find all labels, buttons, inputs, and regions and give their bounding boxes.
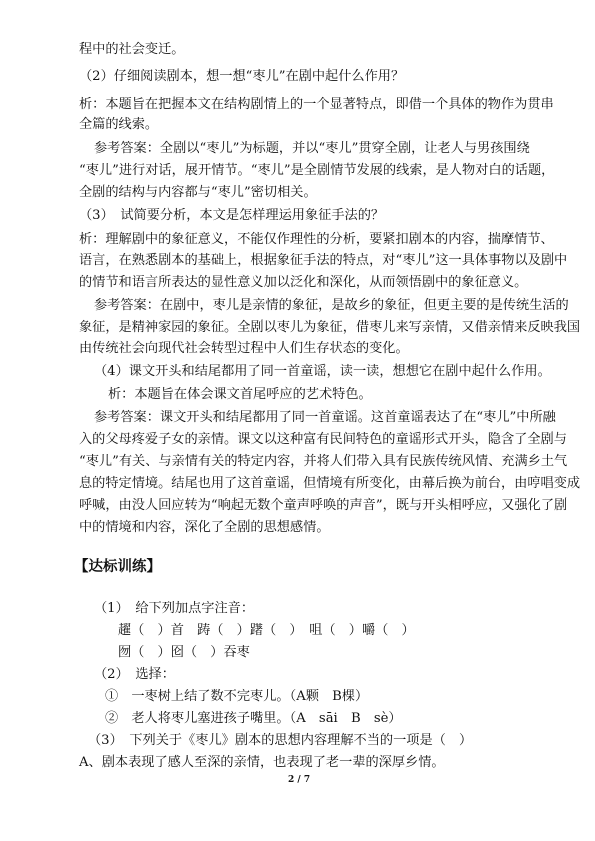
page-number: 2 / 7 bbox=[288, 775, 311, 785]
text-line: 中的情境和内容，深化了全剧的思想感情。 bbox=[79, 520, 330, 535]
question-line: （1） 给下列加点字注音： bbox=[94, 601, 255, 616]
text-line: 析：本题旨在把握本文在结构剧情上的一个显著特点，即借一个具体的物作为贯串 bbox=[79, 97, 554, 112]
text-line: 的情节和语言所表达的显性意义加以泛化和深化，从而领悟剧中的象征意义。 bbox=[79, 275, 528, 290]
text-line: 入的父母疼爱子女的亲情。课文以这种富有民间特色的童谣形式开头，隐含了全剧与 bbox=[79, 432, 567, 447]
text-line: 象征，是精神家园的象征。全剧以枣儿为象征，借枣儿来写亲情，又借亲情来反映我国 bbox=[79, 320, 581, 335]
text-line: 析：本题旨在体会课文首尾呼应的艺术特色。 bbox=[108, 387, 372, 402]
text-line: （3） 试简要分析，本文是怎样理运用象征手法的？ bbox=[79, 208, 385, 223]
text-line: （2）仔细阅读剧本，想一想“枣儿”在剧中起什么作用？ bbox=[79, 69, 405, 84]
question-line: （3） 下列关于《枣儿》剧本的思想内容理解不当的一项是（ ） bbox=[88, 733, 473, 748]
text-line: 全剧的结构与内容都与“枣儿”密切相关。 bbox=[79, 185, 317, 200]
text-line: 析：理解剧中的象征意义，不能仅作理性的分析，要紧扣剧本的内容，揣摩情节、 bbox=[79, 232, 554, 247]
text-line: 呼喊，由没人回应转为“响起无数个童声呼唤的声音”，既与开头相呼应，又强化了剧 bbox=[79, 498, 568, 513]
text-line: 语言，在熟悉剧本的基础上，根据象征手法的特点，对“枣儿”这一具体事物以及剧中 bbox=[79, 253, 568, 268]
question-line: （2） 选择： bbox=[94, 667, 175, 682]
question-line: 囫（ ）囵（ ）吞枣 bbox=[118, 645, 250, 660]
question-line: ② 老人将枣儿塞进孩子嘴里。（A sāi B sè） bbox=[105, 711, 402, 726]
text-line: 息的特定情境。结尾也用了这首童谣，但情境有所变化，由幕后换为前台，由哼唱变成 bbox=[79, 476, 581, 491]
text-line: 参考答案：全剧以“枣儿”为标题，并以“枣儿”贯穿全剧，让老人与男孩围绕 bbox=[94, 141, 530, 156]
text-line: （4）课文开头和结尾都用了同一首童谣，读一读，想想它在剧中起什么作用。 bbox=[94, 364, 551, 379]
question-line: ① 一枣树上结了数不完枣儿。（A颗 B棵） bbox=[105, 689, 369, 704]
question-line: A、剧本表现了感人至深的亲情，也表现了老一辈的深厚乡情。 bbox=[79, 755, 445, 770]
text-line: “枣儿”进行对话，展开情节。“枣儿”是全剧情节发展的线索，是人物对白的话题， bbox=[79, 163, 555, 178]
text-line: 参考答案：课文开头和结尾都用了同一首童谣。这首童谣表达了在“枣儿”中所融 bbox=[94, 410, 556, 425]
question-line: 趯（ ）首 踌（ ）躇（ ） 咀（ ）嚼（ ） bbox=[118, 623, 415, 638]
text-line: 由传统社会向现代社会转型过程中人们生存状态的变化。 bbox=[79, 341, 409, 356]
text-line: 程中的社会变迁。 bbox=[79, 42, 185, 57]
text-line: 参考答案：在剧中，枣儿是亲情的象征，是故乡的象征，但更主要的是传统生活的 bbox=[94, 298, 569, 313]
section-heading: 【达标训练】 bbox=[74, 558, 161, 575]
text-line: 全篇的线索。 bbox=[79, 117, 159, 132]
text-line: “枣儿”有关、与亲情有关的特定内容，并将人们带入具有民族传统风情、充满乡土气 bbox=[79, 454, 568, 469]
